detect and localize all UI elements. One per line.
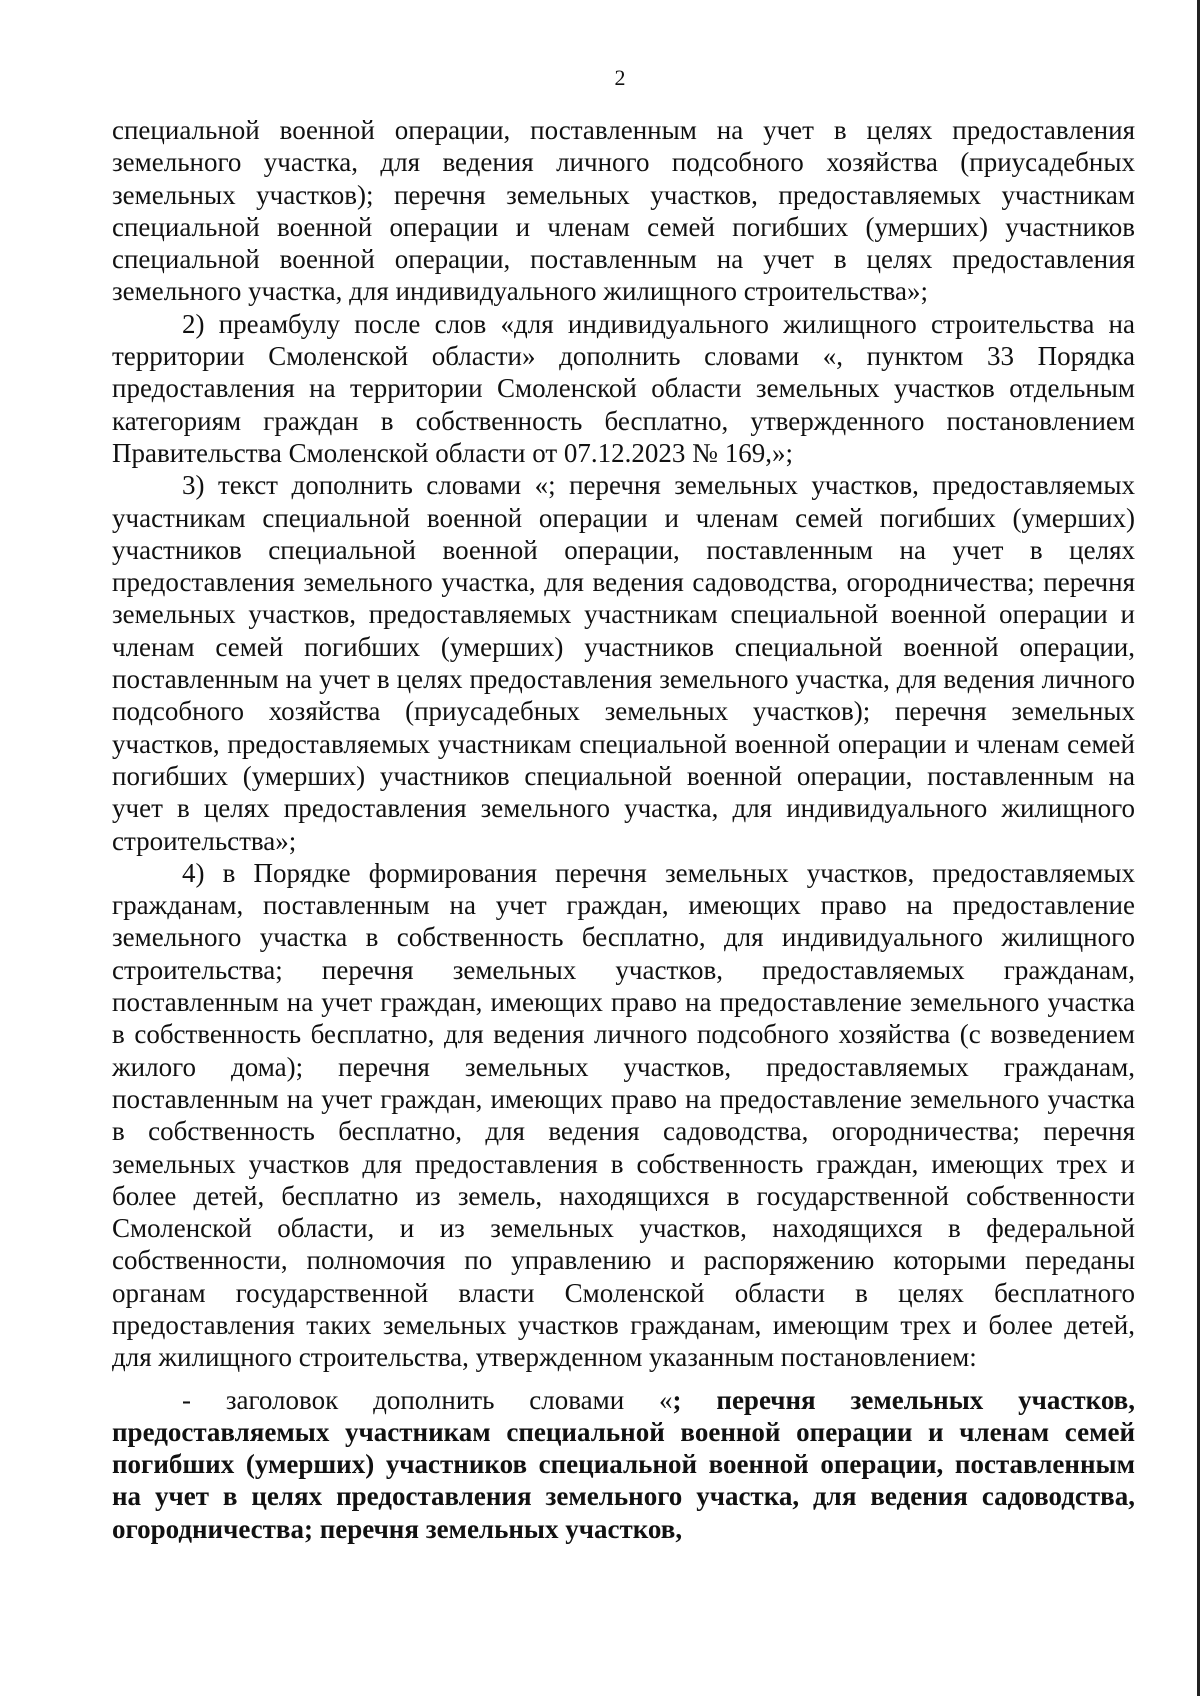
paragraph-item-3: 3) текст дополнить словами «; перечня земельных участков, предоставляемых участникам специальной военной операции и членам семей погибших (умерших) участников специальной военной операции, поставленным на учет в целях предоставления земельного участка, для ведения садоводства, огородничества; перечня земельных участков, предоставляемых участникам специальной военной операции и членам семей погибших (умерших) участников специальной военной операции, поставленным на учет в целях предоставления земельного участка, для ведения личного подсобного хозяйства (приусадебных земельных участков); перечня земельных участков, предоставляемых участникам специальной военной операции и членам семей погибших (умерших) участников специальной военной операции, поставленным на учет в целях предоставления земельного участка, для индивидуального жилищного строительства»; <box>112 470 1135 856</box>
document-body <box>112 114 1135 1545</box>
page-number: 2 <box>614 65 626 90</box>
paragraph-item-2: 2) преамбулу после слов «для индивидуального жилищного строительства на территории Смоленской области» дополнить словами «, пунктом 33 Порядка предоставления на территории Смоленской области земельных участков отдельным категориям граждан в собственность бесплатно, утвержденного постановлением Правительства Смоленской области от 07.12.2023 № 169,»; <box>112 308 1135 468</box>
paragraph-item-4: 4) в Порядке формирования перечня земельных участков, предоставляемых гражданам, поставленным на учет граждан, имеющих право на предоставление земельного участка в собственность бесплатно, для индивидуального жилищного строительства; перечня земельных участков, предоставляемых гражданам, поставленным на учет граждан, имеющих право на предоставление земельного участка в собственность бесплатно, для ведения личного подсобного хозяйства (с возведением жилого дома); перечня земельных участков, предоставляемых гражданам, поставленным на учет граждан, имеющих право на предоставление земельного участка в собственность бесплатно, для ведения садоводства, огородничества; перечня земельных участков для предоставления в собственность граждан, имеющих трех и более детей, бесплатно из земель, находящихся в государственной собственности Смоленской области, и из земельных участков, находящихся в федеральной собственности, полномочия по управлению и распоряжению которыми переданы органам государственной власти Смоленской области в целях бесплатного предоставления таких земельных участков гражданам, имеющим трех и более детей, для жилищного строительства, утвержденном указанным постановлением: <box>112 857 1135 1373</box>
dash-item-prefix: - заголовок дополнить словами « <box>182 1384 673 1415</box>
paragraph-continuation: специальной военной операции, поставленным на учет в целях предоставления земельного участка, для ведения личного подсобного хозяйства (приусадебных земельных участков); перечня земельных участков, предоставляемых участникам специальной военной операции и членам семей погибших (умерших) участников специальной военной операции, поставленным на учет в целях предоставления земельного участка, для индивидуального жилищного строительства»; <box>112 115 1135 307</box>
paragraph-dash-item <box>112 1384 1135 1545</box>
dash-item-bold-text: ; перечня земельных участков, предоставляемых участникам специальной военной операции и членам семей погибших (умерших) участников специальной военной операции, поставленным на учет в целях предоставления земельного участка, для ведения садоводства, огородничества; перечня земельных участков, <box>112 1384 1136 1544</box>
